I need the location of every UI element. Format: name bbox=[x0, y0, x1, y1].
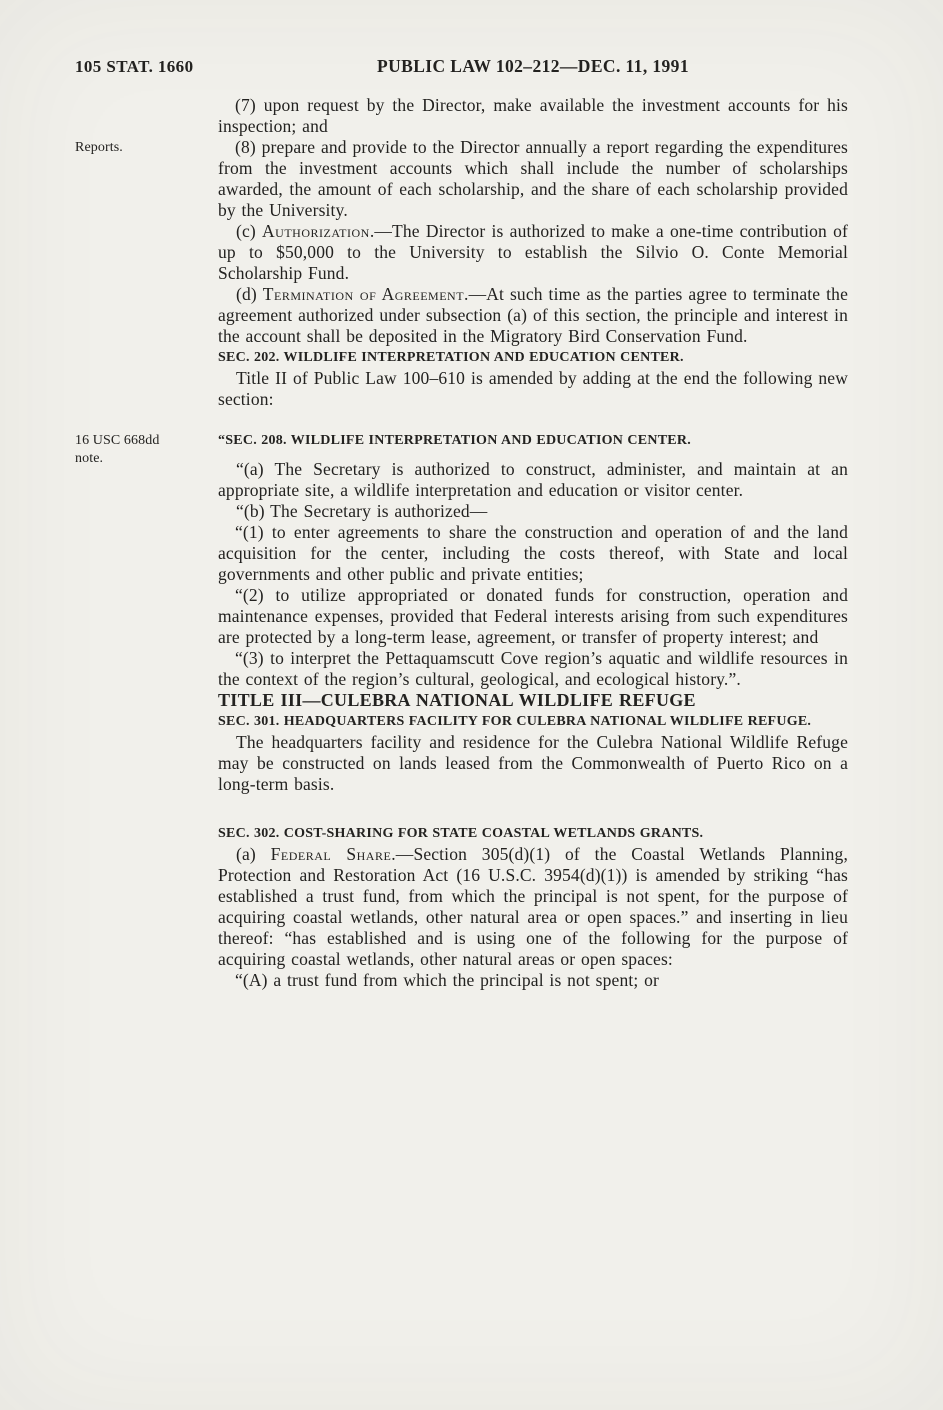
paragraph-8-text: (8) prepare and provide to the Director annually a report regarding the expenditures from the investment accounts which shall include the number of scholarships awarded, the amount of each scholarship, and the share of each scholarship provided by the University. bbox=[218, 137, 848, 220]
paragraph-302-a-term: Federal Share bbox=[270, 844, 392, 864]
paragraph-208-b1: “(1) to enter agreements to share the construction and operation of and the land acquisition for the center, including the costs thereof, with State and local governments and other public and private entities; bbox=[218, 522, 848, 584]
paragraph-d-termination bbox=[218, 284, 848, 347]
section-202-heading: SEC. 202. WILDLIFE INTERPRETATION AND EDUCATION CENTER. bbox=[218, 350, 684, 365]
section-208-heading-text: “SEC. 208. WILDLIFE INTERPRETATION AND EDUCATION CENTER. bbox=[218, 433, 691, 448]
section-302-heading: SEC. 302. COST-SHARING FOR STATE COASTAL WETLANDS GRANTS. bbox=[218, 826, 704, 841]
section-202-intro: Title II of Public Law 100–610 is amended by adding at the end the following new section: bbox=[218, 368, 848, 409]
paragraph-302-aA: “(A) a trust fund from which the principal is not spent; or bbox=[235, 970, 659, 990]
paragraph-302-a-prefix: (a) bbox=[236, 844, 271, 864]
paragraph-d-prefix: (d) bbox=[236, 284, 263, 304]
paragraph-302-a bbox=[218, 844, 848, 970]
statute-text-column bbox=[75, 95, 848, 991]
paragraph-d-term: Termination of Agreement bbox=[262, 284, 465, 304]
section-208-heading bbox=[75, 430, 848, 466]
paragraph-208-b2: “(2) to utilize appropriated or donated funds for construction, operation and maintenance expenses, provided that Federal interests arising from such expenditures are protected by a long-term lease, agreement, or transfer of property interest; and bbox=[218, 585, 848, 647]
paragraph-8 bbox=[75, 137, 848, 221]
margin-note-reports: Reports. bbox=[75, 140, 123, 155]
paragraph-208-b3: “(3) to interpret the Pettaquamscutt Cove region’s aquatic and wildlife resources in the context of the region’s cultural, geological, and ecological history.”. bbox=[218, 648, 848, 689]
title-iii-heading: TITLE III—CULEBRA NATIONAL WILDLIFE REFUGE bbox=[218, 690, 696, 710]
paragraph-208-a: “(a) The Secretary is authorized to construct, administer, and maintain at an appropriate site, a wildlife interpretation and education or visitor center. bbox=[218, 459, 848, 500]
paragraph-c-term: Authorization bbox=[262, 221, 370, 241]
page-header-law-title: PUBLIC LAW 102–212—DEC. 11, 1991 bbox=[377, 56, 689, 76]
paragraph-c-authorization bbox=[218, 221, 848, 284]
page-header-stat-number: 105 STAT. 1660 bbox=[75, 57, 194, 76]
paragraph-d-body: .—At such time as the parties agree to terminate the agreement authorized under subsection (a) of this section, the principle and interest in the account shall be deposited in the Migratory Bird Conservation Fund. bbox=[218, 284, 848, 346]
paragraph-c-body: .—The Director is authorized to make a one-time contribution of up to $50,000 to the University to establish the Silvio O. Conte Memorial Scholarship Fund. bbox=[218, 221, 848, 283]
paragraph-208-b: “(b) The Secretary is authorized— bbox=[236, 501, 488, 521]
section-301-body: The headquarters facility and residence for the Culebra National Wildlife Refuge may be constructed on lands leased from the Commonwealth of Puerto Rico on a long-term basis. bbox=[218, 732, 848, 794]
paragraph-302-a-body: .—Section 305(d)(1) of the Coastal Wetlands Planning, Protection and Restoration Act (16 U.S.C. 3954(d)(1)) is amended by striking “has established a trust fund, from which the principal is not spent, for the purpose of acquiring coastal wetlands, other natural area or open spaces.” and inserting in lieu thereof: “has established and is using one of the following for the purpose of acquiring coastal wetlands, other natural areas or open spaces: bbox=[218, 844, 848, 969]
paragraph-c-prefix: (c) bbox=[236, 221, 263, 241]
paragraph-7: (7) upon request by the Director, make available the investment accounts for his inspection; and bbox=[218, 95, 848, 136]
margin-note-usc-citation: 16 USC 668dd note. bbox=[75, 433, 160, 466]
section-301-heading: SEC. 301. HEADQUARTERS FACILITY FOR CULEBRA NATIONAL WILDLIFE REFUGE. bbox=[218, 714, 812, 729]
